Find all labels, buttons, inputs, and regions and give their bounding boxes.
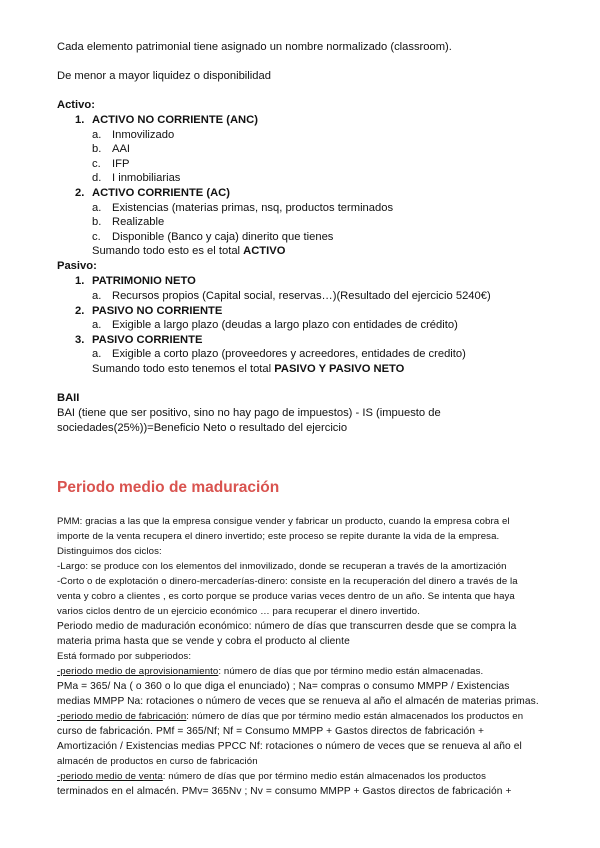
pasivo-item-pnc [57, 304, 547, 333]
list-number: 3. [75, 333, 85, 346]
pmm-line: PMa = 365/ Na ( o 360 o lo que diga el enunciado) ; Na= compras o consumo MMPP / Existencias [57, 680, 510, 692]
activo-item-anc [57, 113, 547, 186]
aprovisionamiento-line: -periodo medio de aprovisionamiento: número de días que por término medio están almacenadas. [57, 665, 484, 677]
pasivo-item-pc [57, 333, 547, 362]
bai-title: BAII [57, 391, 80, 404]
pasivo-item-label: PASIVO CORRIENTE [92, 333, 203, 346]
pmm-line: Amortización / Existencias medias PPCC Nf: rotaciones o número de veces que se renueva al año el [57, 740, 522, 752]
pasivo-item-label: PATRIMONIO NETO [92, 275, 196, 288]
list-item: a. Exigible a corto plazo (proveedores y acreedores, entidades de credito) [92, 348, 466, 361]
pmm-line: materia prima hasta que se vende y cobra el producto al cliente [57, 635, 350, 647]
pmm-line: venta y cobro a clientes , es corto porque se produce varias veces dentro de un año. Se intenta que haya [57, 590, 515, 602]
pmm-line: Está formado por subperiodos: [57, 650, 192, 662]
list-number: 1. [75, 275, 85, 288]
list-item: a. Recursos propios (Capital social, reservas…)(Resultado del ejercicio 5240€) [92, 289, 491, 302]
activo-title: Activo: [57, 99, 95, 111]
venta-line: -periodo medio de venta: número de días que por término medio están almacenados los productos [57, 770, 487, 782]
list-number: 2. [75, 304, 85, 317]
intro-line-1: Cada elemento patrimonial tiene asignado un nombre normalizado (classroom). [57, 41, 452, 53]
pasivo-title: Pasivo: [57, 260, 97, 273]
pmm-line: curso de fabricación. PMf = 365/Nf; Nf = Consumo MMPP + Gastos directos de fabricación + [57, 725, 485, 737]
list-item: d. I inmobiliarias [92, 172, 181, 185]
activo-item-label: ACTIVO CORRIENTE (AC) [92, 186, 230, 199]
pasivo-total: Sumando todo esto tenemos el total PASIVO Y PASIVO NETO [92, 362, 405, 375]
pmm-line: varios ciclos dentro de un ejercicio económico … para recuperar el dinero invertido. [57, 605, 421, 617]
list-item: a. Inmovilizado [92, 128, 175, 141]
list-item: c. IFP [92, 157, 130, 170]
list-item: b. AAI [92, 143, 131, 156]
list-item: c. Disponible (Banco y caja) dinerito que tienes [92, 230, 334, 243]
pmm-section [57, 514, 547, 799]
list-item: b. Realizable [92, 216, 165, 229]
pasivo-list [57, 274, 547, 362]
pmm-line: terminados en el almacén. PMv= 365Nv ; Nv = consumo MMPP + Gastos directos de fabricación + [57, 785, 512, 797]
pmm-line: -Corto o de explotación o dinero-mercaderías-dinero: consiste en la recuperación del dinero a través de la [57, 575, 518, 587]
pasivo-item-label: PASIVO NO CORRIENTE [92, 304, 223, 317]
pmm-line: medias MMPP Na: rotaciones o número de veces que se renueva al año el almacén de materias primas. [57, 695, 539, 707]
section-heading: Periodo medio de maduración [57, 478, 280, 496]
pmm-line: Periodo medio de maduración económico: número de días que transcurren desde que se compra la [57, 620, 517, 632]
activo-item-label: ACTIVO NO CORRIENTE (ANC) [92, 114, 258, 126]
pmm-line: almacén de productos en curso de fabricación [57, 755, 258, 767]
pmm-line: importe de la venta recupera el dinero invertido; este proceso se repite durante la vida de la empresa. [57, 530, 500, 542]
pasivo-item-pn [57, 274, 547, 303]
intro-line-2: De menor a mayor liquidez o disponibilidad [57, 70, 271, 82]
bai-line-2: sociedades(25%))=Beneficio Neto o resultado del ejercicio [57, 421, 348, 434]
list-number: 1. [75, 114, 85, 126]
activo-item-ac [57, 186, 547, 244]
list-item: a. Existencias (materias primas, nsq, productos terminados [92, 201, 394, 214]
list-item: a. Exigible a largo plazo (deudas a largo plazo con entidades de crédito) [92, 319, 458, 332]
pmm-line: -Largo: se produce con los elementos del inmovilizado, donde se recuperan a través de la amortización [57, 560, 507, 572]
pmm-line: Distinguimos dos ciclos: [57, 545, 162, 557]
pmm-line: PMM: gracias a las que la empresa consigue vender y fabricar un producto, cuando la empresa cobra el [57, 515, 510, 527]
fabricacion-line: -periodo medio de fabricación: número de días que por término medio están almacenados los productos en [57, 710, 524, 722]
bai-line-1: BAI (tiene que ser positivo, sino no hay pago de impuestos) - IS (impuesto de [57, 406, 441, 419]
activo-total: Sumando todo esto es el total ACTIVO [92, 245, 286, 258]
document-page [57, 40, 547, 799]
activo-list [57, 113, 547, 244]
list-number: 2. [75, 186, 85, 199]
